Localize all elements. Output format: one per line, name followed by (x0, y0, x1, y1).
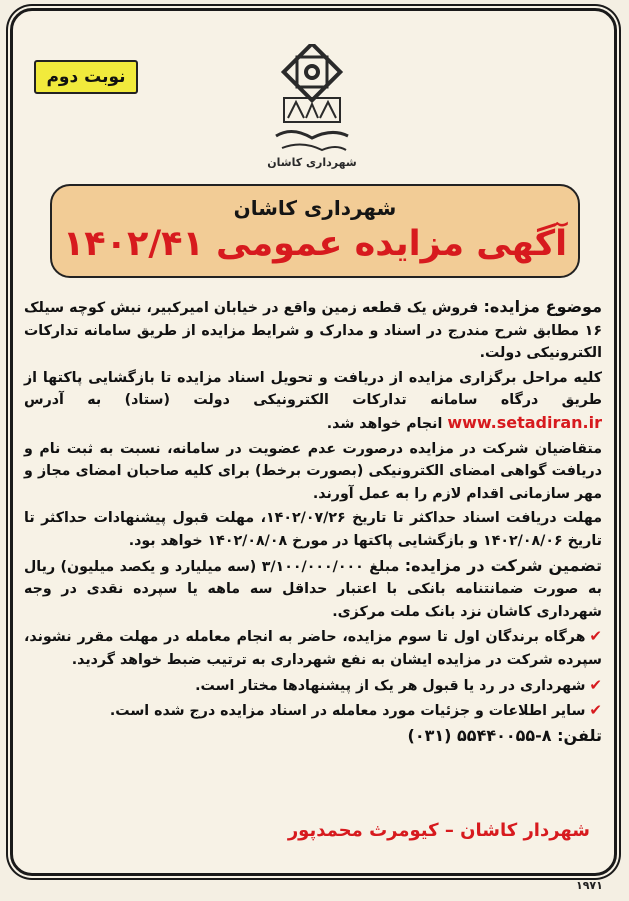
deadline-paragraph: مهلت دریافت اسناد حداکثر تا تاریخ ۱۴۰۲/۰۷/۲۶، مهلت قبول پیشنهادات حداکثر تا تاریخ ۱۴۰۲/۰۸/۰۶ و بازگشایی پاکتها در مورخ ۱۴۰۲/۰۸/۰۸ خواهد بود. (24, 510, 602, 549)
subject-label: موضوع مزایده: (483, 297, 602, 316)
checkmark-icon: ✔ (589, 627, 602, 646)
org-name: شهرداری کاشان (233, 196, 397, 220)
website-link[interactable]: www.setadiran.ir (447, 412, 602, 432)
process-text: کلیه مراحل برگزاری مزایده از دریافت و تحویل اسناد مزایده تا بازگشایی پاکتها از طریق درگاه سامانه تدارکات الکترونیکی دولت (ستاد) به آدرس (24, 369, 602, 409)
phone-label: تلفن: (557, 725, 602, 745)
logo-caption: شهرداری کاشان (267, 156, 357, 169)
applicants-paragraph: متقاضیان شرکت در مزایده درصورت عدم عضویت در سامانه، نسبت به ثبت نام و دریافت گواهی امضای الکترونیکی (بصورت برخط) برای کلیه صاحبان امضای مجاز و مهر سازمانی اقدام لازم را به عمل آورند. (24, 440, 602, 502)
bullet-item (24, 625, 602, 671)
checkmark-icon: ✔ (589, 701, 602, 720)
round-badge: نوبت دوم (34, 60, 138, 94)
ad-code: ۱۹۷۱ (576, 879, 603, 892)
bullet-text: شهرداری در رد یا قبول هر یک از پیشنهادها مختار است. (195, 677, 586, 694)
checkmark-icon: ✔ (589, 675, 602, 694)
bullet-text: سایر اطلاعات و جزئیات مورد معامله در اسناد مزایده درج شده است. (109, 703, 586, 720)
guarantee-paragraph (24, 555, 602, 624)
bullet-item (24, 699, 602, 723)
header-box (50, 184, 580, 278)
guarantee-text: مبلغ ۳/۱۰۰/۰۰۰/۰۰۰ (سه میلیارد و یکصد میلیون) ریال به صورت ضمانتنامه بانکی با اعتبار حداقل سه ماهه یا سپرده نقدی در وجه شهرداری کاشان نزد بانک ملت مرکزی. (24, 558, 602, 620)
process-end: انجام خواهد شد. (326, 415, 443, 432)
subject-text: فروش یک قطعه زمین واقع در خیابان امیرکبیر، نبش کوچه سیلک ۱۶ مطابق شرح مندرج در اسناد و مدارک و شرایط مزایده از طریق سامانه تدارکات الکترونیکی دولت. (24, 300, 602, 362)
guarantee-label: تضمین شرکت در مزایده: (404, 555, 602, 575)
notice-title: آگهی مزایده عمومی ۱۴۰۲/۴۱ (62, 224, 568, 264)
process-paragraph (24, 367, 602, 436)
subject-paragraph (24, 296, 602, 365)
phone-value: ۸-۵۵۴۴۰۰۵۵ (۰۳۱) (407, 725, 552, 745)
bullet-item (24, 674, 602, 698)
notice-body (24, 296, 602, 749)
logo-emblem-icon (262, 44, 362, 170)
bullet-text: هرگاه برندگان اول تا سوم مزایده، حاضر به انجام معامله در مهلت مقرر نشوند، سپرده شرکت در مزایده ایشان به نفع شهرداری به ترتیب ضبط خواهد گردید. (24, 629, 602, 668)
phone-line (24, 725, 602, 748)
signature: شهردار کاشان – کیومرث محمدپور (287, 820, 590, 841)
municipality-logo (262, 44, 362, 170)
